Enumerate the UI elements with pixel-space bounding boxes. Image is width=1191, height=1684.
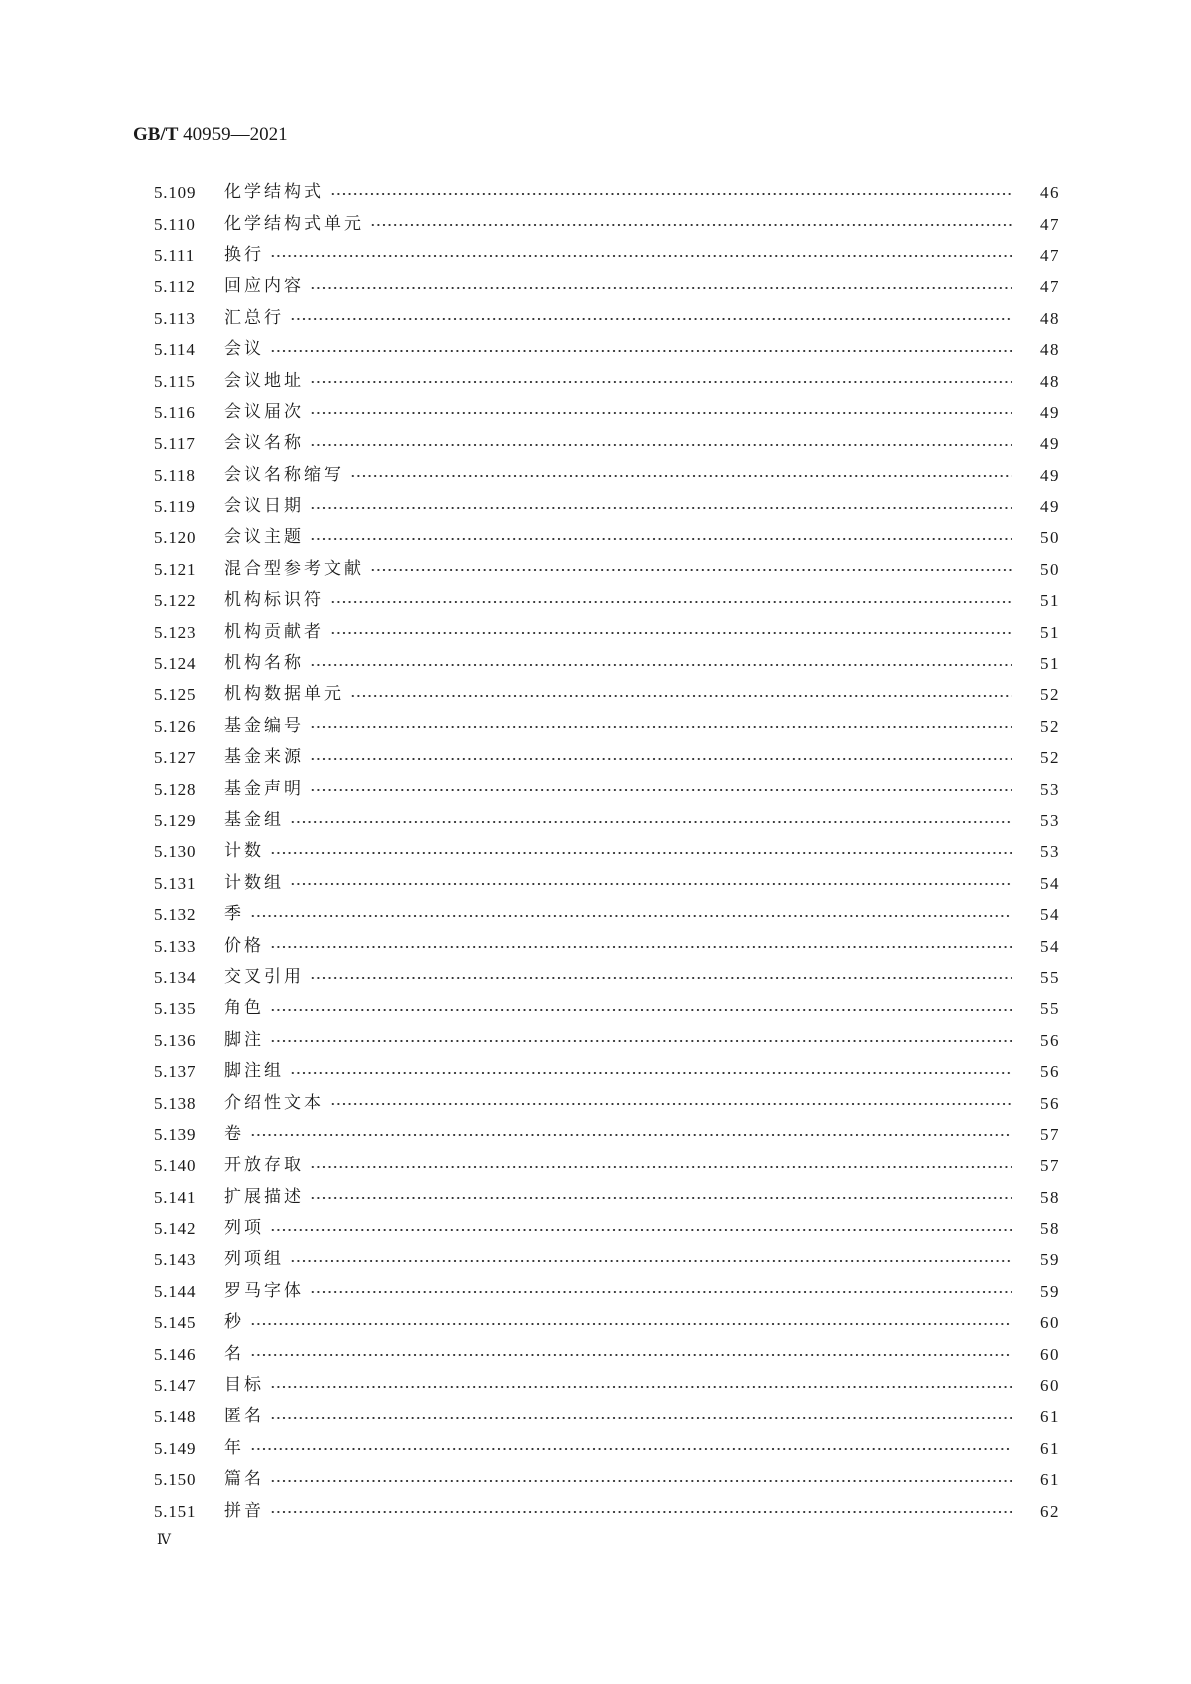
toc-entry-title: 名	[224, 1343, 244, 1364]
toc-entry-page: 54	[1040, 905, 1060, 925]
toc-entry-number: 5.127	[154, 748, 197, 768]
toc-entry-page: 48	[1040, 308, 1060, 328]
toc-leader-dots	[290, 315, 1012, 323]
toc-leader-dots	[350, 472, 1012, 480]
toc-leader-dots	[350, 692, 1012, 700]
toc-entry[interactable]	[154, 836, 1060, 867]
toc-entry-page: 47	[1040, 245, 1060, 265]
toc-entry-page: 48	[1040, 371, 1060, 391]
toc-entry-number: 5.135	[154, 999, 197, 1019]
toc-entry-title: 机构数据单元	[224, 684, 344, 705]
toc-entry[interactable]	[154, 930, 1060, 961]
toc-entry-page: 51	[1040, 654, 1060, 674]
toc-entry-number: 5.143	[154, 1250, 197, 1270]
toc-entry[interactable]	[154, 1213, 1060, 1244]
toc-leader-dots	[310, 974, 1012, 982]
toc-entry-page: 61	[1040, 1438, 1060, 1458]
toc-entry-number: 5.140	[154, 1156, 197, 1176]
toc-leader-dots	[270, 252, 1012, 260]
toc-entry[interactable]	[154, 271, 1060, 302]
toc-entry-page: 49	[1040, 465, 1060, 485]
table-of-contents	[154, 177, 1060, 1527]
toc-entry[interactable]	[154, 1119, 1060, 1150]
toc-entry-page: 53	[1040, 811, 1060, 830]
toc-entry-number: 5.111	[154, 245, 195, 265]
toc-leader-dots	[310, 535, 1012, 543]
toc-entry-number: 5.118	[154, 465, 196, 485]
toc-leader-dots	[310, 441, 1012, 449]
toc-entry-number: 5.125	[154, 685, 197, 705]
toc-entry-number: 5.120	[154, 528, 197, 548]
toc-leader-dots	[270, 1383, 1012, 1391]
toc-entry[interactable]	[154, 522, 1060, 553]
toc-entry-page: 47	[1040, 214, 1060, 234]
toc-entry-page: 54	[1040, 936, 1060, 956]
toc-entry-number: 5.148	[154, 1407, 197, 1427]
toc-entry-number: 5.119	[154, 497, 196, 517]
toc-entry-page: 56	[1040, 1093, 1060, 1113]
toc-entry-page: 51	[1040, 591, 1060, 611]
toc-entry-number: 5.142	[154, 1219, 197, 1239]
toc-entry-page: 51	[1040, 622, 1060, 642]
standard-code	[133, 124, 288, 146]
toc-leader-dots	[270, 347, 1012, 355]
toc-leader-dots	[330, 598, 1012, 606]
toc-entry-title: 基金编号	[224, 715, 304, 736]
toc-entry-page: 52	[1040, 685, 1060, 705]
toc-leader-dots	[310, 755, 1012, 763]
toc-leader-dots	[310, 723, 1012, 731]
toc-entry-number: 5.151	[154, 1501, 197, 1521]
toc-entry-title: 化学结构式	[224, 182, 324, 203]
toc-entry[interactable]	[154, 1401, 1060, 1432]
toc-entry-title: 目标	[224, 1375, 264, 1396]
toc-leader-dots	[370, 566, 1012, 574]
toc-entry[interactable]	[154, 240, 1060, 271]
toc-entry-title: 汇总行	[224, 307, 284, 328]
toc-entry-title: 介绍性文本	[224, 1092, 324, 1113]
toc-entry[interactable]	[154, 679, 1060, 710]
toc-entry-page: 49	[1040, 497, 1060, 517]
toc-entry[interactable]	[154, 773, 1060, 804]
toc-entry-title: 年	[224, 1437, 244, 1458]
toc-entry-page: 52	[1040, 748, 1060, 768]
toc-entry[interactable]	[154, 1056, 1060, 1087]
standard-prefix: GB/T	[133, 124, 179, 145]
toc-entry-number: 5.139	[154, 1124, 197, 1144]
toc-entry-title: 会议届次	[224, 401, 304, 422]
toc-entry-number: 5.114	[154, 340, 196, 360]
toc-entry[interactable]	[154, 177, 1060, 208]
toc-entry[interactable]	[154, 334, 1060, 365]
toc-entry-number: 5.116	[154, 402, 196, 422]
toc-leader-dots	[290, 1257, 1012, 1265]
toc-entry-title: 匿名	[224, 1406, 264, 1427]
toc-entry[interactable]	[154, 365, 1060, 396]
toc-entry-page: 49	[1040, 434, 1060, 454]
toc-entry[interactable]	[154, 1087, 1060, 1118]
toc-entry-title: 脚注	[224, 1029, 264, 1050]
toc-leader-dots	[270, 1508, 1012, 1516]
toc-entry-number: 5.130	[154, 842, 197, 862]
toc-leader-dots	[250, 912, 1012, 920]
toc-entry-title: 机构标识符	[224, 590, 324, 611]
toc-entry-page: 50	[1040, 559, 1060, 579]
toc-entry-title: 角色	[224, 998, 264, 1019]
toc-leader-dots	[310, 284, 1012, 292]
toc-entry-page: 54	[1040, 873, 1060, 893]
toc-leader-dots	[310, 786, 1012, 794]
toc-leader-dots	[330, 190, 1012, 198]
toc-leader-dots	[270, 1226, 1012, 1234]
toc-leader-dots	[250, 1351, 1012, 1359]
toc-entry-number: 5.146	[154, 1344, 197, 1364]
toc-leader-dots	[310, 661, 1012, 669]
toc-entry-number: 5.145	[154, 1313, 197, 1333]
toc-entry-title: 基金组	[224, 810, 284, 830]
toc-leader-dots	[250, 1131, 1012, 1139]
toc-entry[interactable]	[154, 1370, 1060, 1401]
toc-entry[interactable]	[154, 1182, 1060, 1213]
toc-entry[interactable]	[154, 711, 1060, 742]
toc-entry-title: 扩展描述	[224, 1186, 304, 1207]
toc-entry-number: 5.141	[154, 1187, 197, 1207]
toc-entry-title: 篇名	[224, 1469, 264, 1490]
toc-leader-dots	[270, 1037, 1012, 1045]
toc-entry-title: 计数组	[224, 872, 284, 893]
toc-leader-dots	[310, 378, 1012, 386]
toc-entry[interactable]	[154, 616, 1060, 647]
toc-entry[interactable]	[154, 1244, 1060, 1275]
toc-leader-dots	[310, 409, 1012, 417]
toc-entry-number: 5.122	[154, 591, 197, 611]
toc-entry-title: 会议主题	[224, 527, 304, 548]
toc-entry[interactable]	[154, 208, 1060, 239]
toc-entry-title: 列项组	[224, 1249, 284, 1270]
toc-leader-dots	[270, 1414, 1012, 1422]
toc-entry-title: 混合型参考文献	[224, 558, 364, 579]
toc-leader-dots	[330, 629, 1012, 637]
toc-entry-number: 5.129	[154, 811, 197, 830]
toc-leader-dots	[290, 818, 1012, 826]
toc-entry-title: 交叉引用	[224, 966, 304, 987]
toc-entry-title: 会议名称缩写	[224, 464, 344, 485]
toc-entry-number: 5.144	[154, 1281, 197, 1301]
standard-number: 40959—2021	[183, 124, 288, 145]
toc-leader-dots	[310, 504, 1012, 512]
toc-entry-page: 46	[1040, 183, 1060, 203]
toc-entry-page: 55	[1040, 967, 1060, 987]
toc-entry-title: 机构贡献者	[224, 621, 324, 642]
toc-entry-number: 5.117	[154, 434, 196, 454]
toc-entry-number: 5.128	[154, 779, 197, 799]
toc-entry-page: 50	[1040, 528, 1060, 548]
toc-entry-title: 开放存取	[224, 1155, 304, 1176]
toc-leader-dots	[290, 1069, 1012, 1077]
toc-entry-page: 58	[1040, 1187, 1060, 1207]
toc-entry-title: 会议地址	[224, 370, 304, 391]
toc-entry[interactable]	[154, 397, 1060, 428]
toc-entry[interactable]	[154, 868, 1060, 899]
toc-entry[interactable]	[154, 1150, 1060, 1181]
toc-entry-number: 5.134	[154, 967, 197, 987]
toc-entry[interactable]	[154, 1433, 1060, 1464]
toc-leader-dots	[310, 1288, 1012, 1296]
toc-entry-page: 61	[1040, 1407, 1060, 1427]
toc-entry-page: 53	[1040, 779, 1060, 799]
toc-entry[interactable]	[154, 428, 1060, 459]
toc-entry-number: 5.123	[154, 622, 197, 642]
toc-leader-dots	[330, 1100, 1012, 1108]
toc-leader-dots	[250, 1320, 1012, 1328]
toc-entry[interactable]	[154, 962, 1060, 993]
toc-entry-title: 价格	[224, 935, 264, 956]
toc-entry-number: 5.113	[154, 308, 196, 328]
toc-entry-title: 换行	[224, 244, 264, 265]
toc-entry[interactable]	[154, 491, 1060, 522]
toc-entry-title: 季	[224, 904, 244, 925]
toc-entry[interactable]	[154, 1276, 1060, 1307]
toc-leader-dots	[270, 1477, 1012, 1485]
toc-entry[interactable]	[154, 1495, 1060, 1526]
toc-entry[interactable]	[154, 1025, 1060, 1056]
toc-entry-number: 5.136	[154, 1030, 197, 1050]
toc-leader-dots	[270, 943, 1012, 951]
toc-entry[interactable]	[154, 993, 1060, 1024]
toc-entry-title: 秒	[224, 1312, 244, 1333]
toc-leader-dots	[290, 880, 1012, 888]
toc-entry-number: 5.115	[154, 371, 196, 391]
toc-entry-title: 回应内容	[224, 276, 304, 297]
toc-entry-title: 拼音	[224, 1500, 264, 1521]
page-folio: Ⅳ	[157, 1533, 171, 1548]
toc-entry-number: 5.150	[154, 1470, 197, 1490]
toc-entry[interactable]	[154, 460, 1060, 491]
toc-entry-number: 5.112	[154, 277, 196, 297]
toc-entry[interactable]	[154, 1307, 1060, 1338]
toc-entry-page: 48	[1040, 340, 1060, 360]
toc-leader-dots	[270, 849, 1012, 857]
toc-entry-page: 55	[1040, 999, 1060, 1019]
toc-entry-number: 5.137	[154, 1062, 197, 1082]
toc-entry-title: 基金来源	[224, 747, 304, 768]
toc-entry-number: 5.149	[154, 1438, 197, 1458]
toc-entry-page: 61	[1040, 1470, 1060, 1490]
toc-entry-page: 59	[1040, 1250, 1060, 1270]
toc-entry[interactable]	[154, 899, 1060, 930]
toc-entry-page: 56	[1040, 1062, 1060, 1082]
toc-entry-page: 49	[1040, 402, 1060, 422]
toc-entry-page: 62	[1040, 1501, 1060, 1521]
toc-entry-title: 列项	[224, 1218, 264, 1239]
toc-entry-title: 计数	[224, 841, 264, 862]
toc-entry-number: 5.147	[154, 1376, 197, 1396]
toc-leader-dots	[310, 1194, 1012, 1202]
toc-entry-page: 47	[1040, 277, 1060, 297]
toc-entry-page: 57	[1040, 1156, 1060, 1176]
toc-leader-dots	[270, 1006, 1012, 1014]
toc-entry-page: 59	[1040, 1281, 1060, 1301]
toc-entry-title: 会议	[224, 339, 264, 360]
toc-entry-title: 卷	[224, 1123, 244, 1144]
toc-entry[interactable]	[154, 1464, 1060, 1495]
toc-entry[interactable]	[154, 648, 1060, 679]
toc-entry-page: 60	[1040, 1313, 1060, 1333]
toc-leader-dots	[250, 1445, 1012, 1453]
toc-entry-page: 57	[1040, 1124, 1060, 1144]
toc-entry-page: 52	[1040, 716, 1060, 736]
toc-entry[interactable]	[154, 585, 1060, 616]
toc-entry-page: 56	[1040, 1030, 1060, 1050]
toc-entry-title: 基金声明	[224, 778, 304, 799]
toc-entry-title: 罗马字体	[224, 1280, 304, 1301]
toc-entry-number: 5.138	[154, 1093, 197, 1113]
toc-entry-number: 5.124	[154, 654, 197, 674]
toc-entry-page: 58	[1040, 1219, 1060, 1239]
toc-entry-number: 5.131	[154, 873, 197, 893]
toc-entry-number: 5.121	[154, 559, 197, 579]
toc-entry-number: 5.126	[154, 716, 197, 736]
toc-entry-title: 机构名称	[224, 653, 304, 674]
toc-entry-number: 5.132	[154, 905, 197, 925]
toc-entry[interactable]	[154, 303, 1060, 334]
toc-entry-page: 60	[1040, 1376, 1060, 1396]
toc-entry-title: 脚注组	[224, 1061, 284, 1082]
toc-entry-title: 化学结构式单元	[224, 213, 364, 234]
toc-entry[interactable]	[154, 1338, 1060, 1369]
toc-entry-page: 60	[1040, 1344, 1060, 1364]
toc-leader-dots	[370, 221, 1012, 229]
toc-entry-number: 5.133	[154, 936, 197, 956]
toc-entry-number: 5.109	[154, 183, 197, 203]
toc-leader-dots	[310, 1163, 1012, 1171]
toc-entry[interactable]	[154, 554, 1060, 585]
toc-entry-title: 会议名称	[224, 433, 304, 454]
toc-entry[interactable]	[154, 805, 1060, 836]
toc-entry-title: 会议日期	[224, 496, 304, 517]
toc-entry[interactable]	[154, 742, 1060, 773]
toc-entry-page: 53	[1040, 842, 1060, 862]
toc-entry-number: 5.110	[154, 214, 196, 234]
